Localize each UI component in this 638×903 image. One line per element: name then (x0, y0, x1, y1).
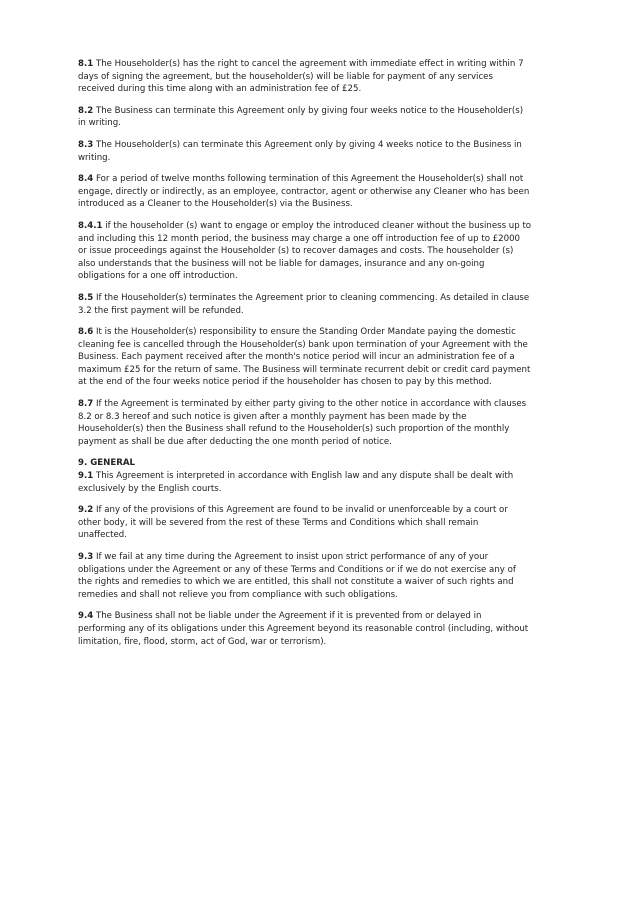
clause-8-7 (78, 398, 568, 448)
clause-number: 8.7 (78, 399, 94, 410)
clause-9-3 (78, 551, 568, 601)
clause-number: 8.3 (78, 139, 94, 150)
clause-text-line: in writing. (78, 118, 121, 129)
clause-8-2 (78, 105, 568, 130)
clause-8-3 (78, 139, 568, 164)
clause-8-4-1 (78, 220, 568, 283)
clause-9-2 (78, 504, 568, 542)
clause-text-line: performing any of its obligations under this Agreement beyond its reasonable control (including, without (78, 623, 529, 634)
clause-text-line: If the Householder(s) terminates the Agreement prior to cleaning commencing. As detailed in clause (93, 292, 530, 303)
clause-8-4 (78, 173, 568, 211)
clause-number: 8.2 (78, 105, 94, 116)
clause-number: 8.5 (78, 292, 94, 303)
clause-text-line: The Householder(s) has the right to cancel the agreement with immediate effect in writing within 7 (93, 59, 524, 69)
clause-text-line: other body, it will be severed from the rest of these Terms and Conditions which shall remain (78, 517, 479, 528)
clause-number: 8.4.1 (78, 220, 103, 231)
clause-text-line: the rights and remedies to which we are entitled, this shall not constitute a waiver of such rights and (78, 577, 514, 588)
clause-text-line: limitation, fire, flood, storm, act of God, war or terrorism). (78, 636, 327, 647)
section-heading-general: 9. GENERAL (78, 458, 135, 469)
clause-text-line: For a period of twelve months following termination of this Agreement the Householder(s) shall not (93, 174, 524, 185)
clause-text-line: 3.2 the first payment will be refunded. (78, 305, 244, 316)
clause-number: 9.2 (78, 505, 94, 516)
clause-text-line: days of signing the agreement, but the householder(s) will be liable for payment of any services (78, 71, 493, 82)
clause-text-line: If we fail at any time during the Agreement to insist upon strict performance of any of your (93, 552, 489, 562)
clause-text-line: The Business can terminate this Agreement only by giving four weeks notice to the Householder(s) (93, 105, 524, 116)
clause-number: 9.3 (78, 552, 94, 562)
clause-text-line: payment as shall be due after deducting the one month period of notice. (78, 436, 392, 447)
clause-9-1 (78, 470, 568, 495)
clause-9-4 (78, 610, 568, 648)
clause-text-line: It is the Householder(s) responsibility to ensure the Standing Order Mandate paying the domestic (93, 327, 516, 338)
clause-text-line: introduced as a Cleaner to the Householder(s) via the Business. (78, 199, 353, 210)
clause-text-line: if the householder (s) want to engage or employ the introduced cleaner without the business up to (102, 220, 532, 231)
clause-text-line: The Householder(s) can terminate this Agreement only by giving 4 weeks notice to the Business in (93, 139, 522, 150)
clause-text-line: Business. Each payment received after the month's notice period will incur an administration fee of a (78, 352, 515, 363)
clause-text-line: received during this time along with an administration fee of £25. (78, 84, 362, 95)
clause-text-line: or issue proceedings against the Householder (s) to recover damages and costs. The householder (s) (78, 246, 514, 257)
clause-text-line: The Business shall not be liable under the Agreement if it is prevented from or delayed in (93, 611, 482, 622)
clause-number: 8.4 (78, 174, 94, 185)
clause-8-5 (78, 292, 568, 317)
clause-text-line: Householder(s) then the Business shall refund to the Householder(s) such proportion of the monthly (78, 424, 510, 435)
clause-number: 9.4 (78, 611, 94, 622)
clause-number: 9.1 (78, 471, 94, 482)
clause-text-line: writing. (78, 152, 111, 163)
clause-text-line: at the end of the four weeks notice period if the householder has chosen to pay by this method. (78, 377, 492, 388)
clause-text-line: If the Agreement is terminated by either party giving to the other notice in accordance with clauses (93, 399, 527, 410)
clause-number: 8.6 (78, 327, 94, 338)
clause-text-line: This Agreement is interpreted in accordance with English law and any dispute shall be dealt with (93, 471, 514, 482)
terms-content (78, 58, 568, 657)
clause-text-line: If any of the provisions of this Agreement are found to be invalid or unenforceable by a court or (93, 505, 508, 516)
clause-number: 8.1 (78, 59, 94, 69)
clause-text-line: cleaning fee is cancelled through the Householder(s) bank upon termination of your Agreement with the (78, 339, 528, 350)
clause-text-line: unaffected. (78, 530, 127, 541)
clause-text-line: and including this 12 month period, the business may charge a one off introduction fee of up to £2000 (78, 233, 521, 244)
clause-text-line: obligations for a one off introduction. (78, 271, 238, 282)
clause-text-line: maximum £25 for the return of same. The Business will terminate recurrent debit or credit card payment (78, 364, 531, 375)
clause-text-line: also understands that the business will not be liable for damages, insurance and any on-going (78, 258, 485, 269)
clause-8-6 (78, 326, 568, 389)
clause-text-line: engage, directly or indirectly, as an employee, contractor, agent or otherwise any Cleaner who has been (78, 186, 530, 197)
clause-text-line: exclusively by the English courts. (78, 483, 222, 494)
clause-text-line: 8.2 or 8.3 hereof and such notice is given after a monthly payment has been made by the (78, 411, 467, 422)
clause-8-1 (78, 58, 568, 96)
clause-text-line: remedies and shall not relieve you from compliance with such obligations. (78, 589, 398, 600)
clause-text-line: obligations under the Agreement or any of these Terms and Conditions or if we do not exercise any of (78, 564, 516, 575)
